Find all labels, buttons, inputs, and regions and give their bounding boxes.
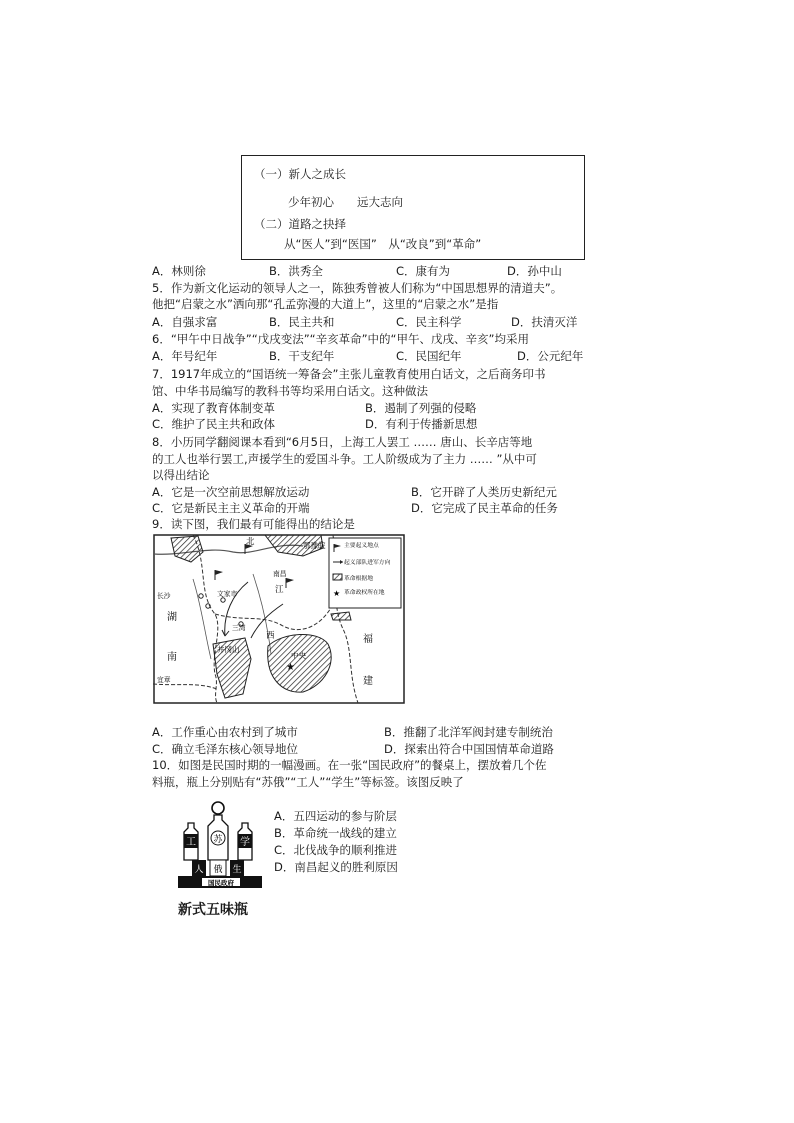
map-label-eyuwan: 鄂豫皖 bbox=[303, 541, 326, 550]
map-label-xi: 西 bbox=[266, 631, 275, 641]
box-line-3: （二）道路之抉择 bbox=[254, 217, 346, 231]
legend-hatch-icon bbox=[333, 574, 342, 580]
q8-option-a: A．它是一次空前思想解放运动 bbox=[152, 485, 310, 499]
q10-line-1: 10．如图是民国时期的一幅漫画。在一张“国民政府”的餐桌上，摆放着几个佐 bbox=[152, 758, 547, 772]
svg-text:俄: 俄 bbox=[213, 865, 223, 875]
map-label-jiang: 江 bbox=[275, 585, 284, 595]
q5-option-c: C．民主科学 bbox=[396, 315, 462, 329]
base-small bbox=[331, 612, 351, 620]
q9-line-1: 9．读下图，我们最有可能得出的结论是 bbox=[152, 517, 355, 531]
q5-option-a: A．自强求富 bbox=[152, 315, 218, 329]
q4-option-b: B．洪秀全 bbox=[269, 264, 323, 278]
q8-option-c: C．它是新民主主义革命的开端 bbox=[152, 501, 310, 515]
q8-line-3: 以得出结论 bbox=[152, 468, 210, 482]
bottle-student bbox=[238, 823, 252, 860]
q4-option-c: C．康有为 bbox=[396, 264, 451, 278]
q10-line-2: 料瓶，瓶上分别贴有“苏俄”“工人”“学生”等标签。该图反映了 bbox=[152, 775, 464, 789]
q10-option-c: C．北伐战争的顺利推进 bbox=[274, 843, 398, 857]
q10-option-d: D．南昌起义的胜利原因 bbox=[274, 860, 398, 874]
map-label-jinggangshan: 井冈山 bbox=[217, 645, 240, 654]
svg-text:生: 生 bbox=[232, 865, 242, 875]
legend-item-1: 主要起义地点 bbox=[344, 543, 379, 549]
map-label-central: 中央 bbox=[291, 651, 306, 660]
box-line-4: 从“医人”到“医国” 从“改良”到“革命” bbox=[284, 237, 482, 251]
revolution-map bbox=[153, 534, 405, 704]
bottle-lower-row bbox=[192, 860, 244, 876]
q8-line-2: 的工人也举行罢工,声援学生的爱国斗争。工人阶级成为了主力 …… ”从中可 bbox=[152, 452, 537, 466]
q6-line-1: 6．“甲午中日战争”“戊戌变法”“辛亥革命”中的“甲午、戊戌、辛亥”均采用 bbox=[152, 332, 529, 346]
q4-option-d: D．孙中山 bbox=[507, 264, 562, 278]
q9-option-d: D．探索出符合中国国情革命道路 bbox=[384, 742, 554, 756]
cartoon-five-flavor-bottles bbox=[174, 798, 270, 914]
bottle-worker bbox=[184, 823, 198, 860]
q7-option-b: B．遏制了列强的侵略 bbox=[365, 401, 477, 415]
svg-text:苏: 苏 bbox=[213, 835, 223, 845]
box-line-1: （一）新人之成长 bbox=[254, 167, 346, 181]
q6-option-a: A．年号纪年 bbox=[152, 349, 218, 363]
map-label-changsha: 长沙 bbox=[157, 592, 171, 600]
q5-option-b: B．民主共和 bbox=[269, 315, 335, 329]
q9-option-b: B．推翻了北洋军阀封建专制统治 bbox=[384, 725, 553, 739]
q7-line-2: 馆、中华书局编写的教科书等均采用白话文。这种做法 bbox=[152, 384, 428, 398]
q4-option-a: A．林则徐 bbox=[152, 264, 206, 278]
map-label-sanwan: 三湾 bbox=[232, 624, 246, 632]
q7-option-c: C．维护了民主共和政体 bbox=[152, 417, 276, 431]
map-label-nanchang: 南昌 bbox=[273, 570, 287, 578]
legend-item-3: 革命根据地 bbox=[344, 576, 373, 582]
legend-star-icon: ★ bbox=[333, 589, 341, 598]
map-label-yizhang: 宜章 bbox=[157, 676, 171, 684]
capital-star-icon: ★ bbox=[286, 662, 295, 673]
cartoon-head bbox=[212, 802, 224, 814]
q10-option-b: B．革命统一战线的建立 bbox=[274, 826, 397, 840]
content-box bbox=[241, 155, 585, 260]
svg-text:工: 工 bbox=[186, 837, 196, 848]
q8-option-d: D．它完成了民主革命的任务 bbox=[411, 501, 558, 515]
q6-option-d: D．公元纪年 bbox=[517, 349, 584, 363]
map-label-north: 北 bbox=[246, 537, 255, 547]
q5-line-2: 他把“启蒙之水”洒向那“孔孟弥漫的大道上”，这里的“启蒙之水”是指 bbox=[152, 297, 499, 311]
cartoon-table-label: 国民政府 bbox=[208, 879, 234, 887]
q9-option-a: A．工作重心由农村到了城市 bbox=[152, 725, 298, 739]
legend-item-4: 革命政权所在地 bbox=[344, 590, 385, 596]
map-label-hu: 湖 bbox=[167, 612, 177, 623]
svg-text:人: 人 bbox=[194, 865, 204, 875]
cartoon-caption: 新式五味瓶 bbox=[178, 902, 248, 918]
bottle-soviet bbox=[208, 815, 228, 860]
q5-line-1: 5．作为新文化运动的领导人之一，陈独秀曾被人们称为“中国思想界的清道夫”。 bbox=[152, 281, 563, 295]
legend-item-2: 起义部队进军方向 bbox=[344, 560, 391, 566]
q6-option-c: C．民国纪年 bbox=[396, 349, 462, 363]
map-label-jian: 建 bbox=[363, 676, 373, 687]
svg-text:学: 学 bbox=[240, 837, 250, 848]
map-label-fu: 福 bbox=[363, 634, 373, 645]
q10-option-a: A．五四运动的参与阶层 bbox=[274, 809, 397, 823]
q6-option-b: B．干支纪年 bbox=[269, 349, 335, 363]
q5-option-d: D．扶清灭洋 bbox=[511, 315, 578, 329]
q8-line-1: 8．小历同学翻阅课本看到“6月5日，上海工人罢工 …… 唐山、长辛店等地 bbox=[152, 435, 533, 449]
q7-line-1: 7．1917年成立的“国语统一筹备会”主张儿童教育使用白话文，之后商务印书 bbox=[152, 367, 546, 381]
map-label-wenjiashi: 文家市 bbox=[217, 590, 238, 598]
q7-option-a: A．实现了教育体制变革 bbox=[152, 401, 275, 415]
box-line-2: 少年初心 远大志向 bbox=[288, 195, 403, 209]
q9-option-c: C．确立毛泽东核心领导地位 bbox=[152, 742, 299, 756]
q8-option-b: B．它开辟了人类历史新纪元 bbox=[411, 485, 557, 499]
q7-option-d: D．有利于传播新思想 bbox=[365, 417, 478, 431]
map-label-nan: 南 bbox=[167, 652, 177, 663]
